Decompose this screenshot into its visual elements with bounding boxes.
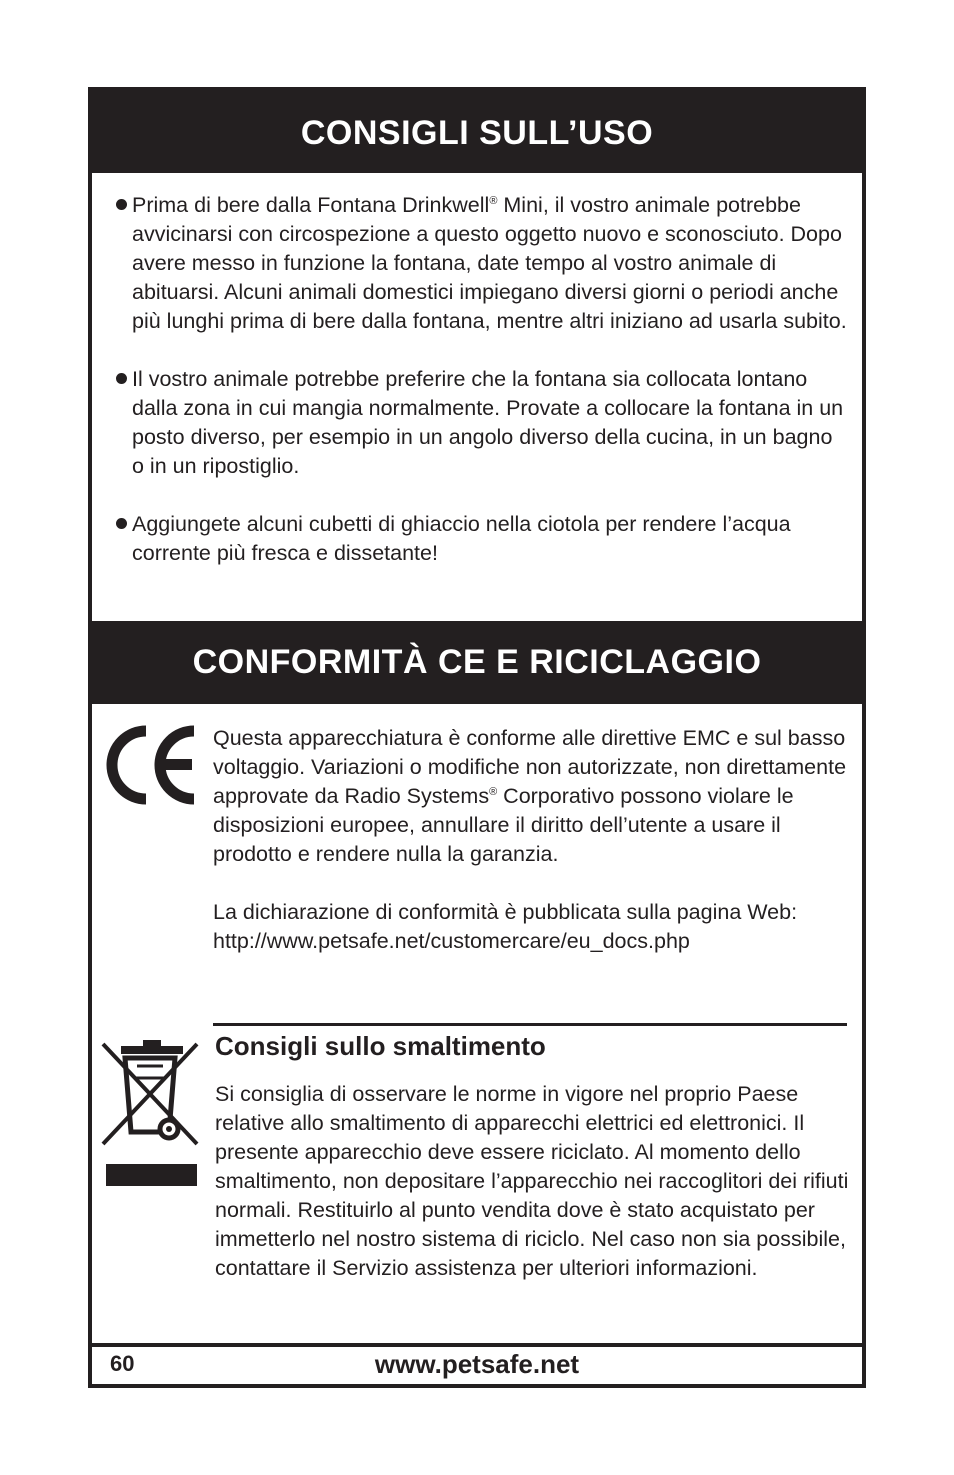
list-item xyxy=(110,365,850,481)
ce-mark-icon xyxy=(102,725,198,810)
tip-text-start: Prima di bere dalla Fontana Drinkwell xyxy=(132,193,490,217)
bullet-icon xyxy=(116,518,127,529)
disposal-paragraph: Si consiglia di osservare le norme in vigore nel proprio Paese relative allo smaltimento di apparecchi elettrici ed elettronici. Il presente apparecchio deve essere riciclato. Al momento dello smaltimento, non depositare l’apparecchio nei raccoglitori dei rifiuti normali. Restituirlo al punto vendita dove è stato acquistato per immetterlo nel nostro sistema di riciclo. Nel caso non sia possibile, contattare il Servizio assistenza per ulteriori informazioni. xyxy=(215,1082,849,1280)
divider xyxy=(213,1023,847,1026)
page-number: 60 xyxy=(110,1351,135,1376)
page-frame xyxy=(88,87,866,1388)
compliance-text-start: Questa apparecchiatura è conforme alle direttive EMC e sul basso voltaggio. Variazioni o modifiche non autorizzate, non direttamente approvate da Radio Systems xyxy=(213,726,847,808)
crossed-out-bin-icon xyxy=(97,1036,203,1191)
tip-text: Aggiungete alcuni cubetti di ghiaccio nella ciotola per rendere l’acqua corrente più fresca e dissetante! xyxy=(132,512,791,565)
list-item xyxy=(110,510,850,568)
list-item xyxy=(110,191,850,336)
section-title-usage-tips: CONSIGLI SULL’USO xyxy=(92,91,862,173)
declaration-url: http://www.petsafe.net/customercare/eu_docs.php xyxy=(213,929,690,953)
footer-divider xyxy=(92,1343,862,1347)
footer-website: www.petsafe.net xyxy=(374,1349,580,1379)
registered-mark: ® xyxy=(489,194,498,207)
bullet-icon xyxy=(116,199,127,210)
usage-tips-list xyxy=(110,191,850,597)
declaration-text: La dichiarazione di conformità è pubblicata sulla pagina Web: xyxy=(213,900,798,924)
declaration-paragraph xyxy=(213,898,853,956)
tip-text-end: Mini, il vostro animale potrebbe avvicinarsi con circospezione a questo oggetto nuovo e sconosciuto. Dopo avere messo in funzione la fontana, date tempo al vostro animale di abituarsi. Alcuni animali domestici impiegano diversi giorni o periodi anche più lunghi prima di bere dalla fontana, mentre altri iniziano ad usarla subito. xyxy=(132,193,847,333)
compliance-text xyxy=(213,724,853,985)
registered-mark: ® xyxy=(489,785,498,798)
disposal-heading: Consigli sullo smaltimento xyxy=(215,1031,546,1061)
section-title-compliance: CONFORMITÀ CE E RICICLAGGIO xyxy=(92,621,862,704)
tip-text: Il vostro animale potrebbe preferire che la fontana sia collocata lontano dalla zona in cui mangia normalmente. Provate a collocare la fontana in un posto diverso, per esempio in un angolo diverso della cucina, in un bagno o in un ripostiglio. xyxy=(132,367,844,478)
compliance-text-end: Corporativo possono violare le disposizioni europee, annullare il diritto dell’utente a usare il prodotto e rendere nulla la garanzia. xyxy=(213,784,794,866)
bullet-icon xyxy=(116,373,127,384)
compliance-paragraph xyxy=(213,724,853,869)
